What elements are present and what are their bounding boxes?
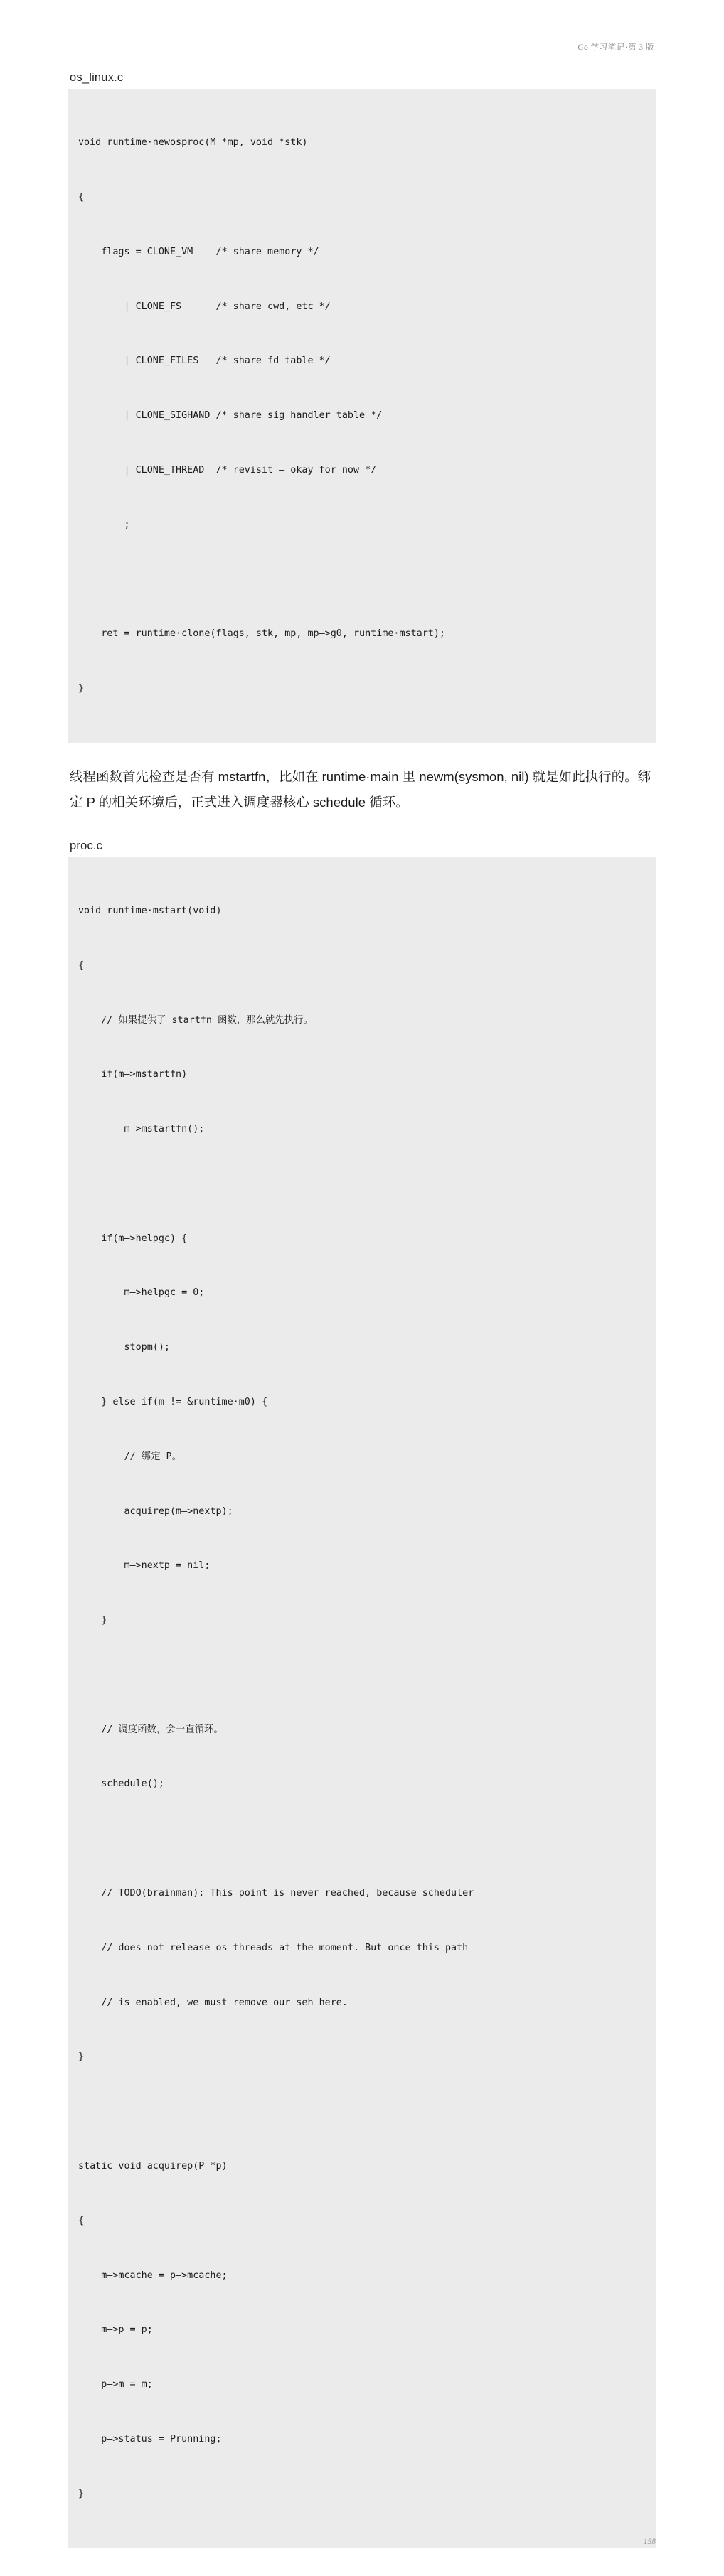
code-line: void runtime·newosproc(M *mp, void *stk) (78, 137, 308, 149)
code-line (68, 1175, 656, 1193)
code-line: // 如果提供了 startfn 函数，那么就先执行。 (78, 1014, 313, 1026)
code-line: // does not release os threads at the moment. But once this path (78, 1942, 469, 1953)
code-line: // is enabled, we must remove our seh here. (78, 1997, 348, 2008)
code-line (68, 1830, 656, 1848)
code-line: | CLONE_FS /* share cwd, etc */ (78, 301, 331, 312)
code-block-proc (68, 857, 656, 2548)
code-line: // 调度函数，会一直循环。 (78, 1724, 223, 1735)
code-line: flags = CLONE_VM /* share memory */ (78, 246, 319, 257)
code-line: void runtime·mstart(void) (78, 905, 222, 916)
code-line: } else if(m != &runtime·m0) { (78, 1397, 268, 1407)
code-line: static void acquirep(P *p) (78, 2160, 228, 2172)
code-line: m–>nextp = nil; (78, 1560, 211, 1572)
code-line: { (78, 960, 85, 971)
code-line: if(m–>helpgc) { (78, 1233, 188, 1244)
code-line: stopm(); (78, 1342, 170, 1353)
code-line: // 绑定 P。 (78, 1451, 181, 1462)
page-number: 158 (643, 2538, 656, 2547)
code-line: schedule(); (78, 1778, 164, 1790)
code-line (68, 570, 656, 589)
code-caption-os-linux: os_linux.c (70, 71, 124, 84)
code-caption-proc: proc.c (70, 839, 103, 852)
code-line: ; (78, 519, 130, 530)
code-line: m–>mcache = p–>mcache; (78, 2270, 228, 2281)
code-line: acquirep(m–>nextp); (78, 1506, 233, 1517)
code-line: | CLONE_THREAD /* revisit – okay for now */ (78, 464, 377, 476)
page-header (68, 41, 656, 53)
code-line: p–>status = Prunning; (78, 2433, 222, 2444)
code-line: ret = runtime·clone(flags, stk, mp, mp–>g0, runtime·mstart); (78, 628, 445, 640)
book-title: Go (577, 43, 589, 52)
code-line: } (78, 1615, 107, 1626)
code-line: } (78, 2488, 85, 2499)
code-block-os-linux (68, 89, 656, 743)
code-line: } (78, 683, 85, 694)
code-line: m–>p = p; (78, 2324, 153, 2336)
code-line: { (78, 2215, 85, 2226)
code-line (68, 1666, 656, 1685)
code-line: } (78, 2051, 85, 2063)
code-line: | CLONE_SIGHAND /* share sig handler table */ (78, 410, 383, 422)
code-line: m–>helpgc = 0; (78, 1287, 205, 1299)
code-line: { (78, 191, 85, 203)
code-line (68, 2103, 656, 2121)
body-paragraph: 线程函数首先检查是否有 mstartfn，比如在 runtime·main 里 newm(sysmon, nil) 就是如此执行的。绑定 P 的相关环境后，正式进入调度器核心 schedule 循环。 (70, 768, 651, 810)
code-line: m–>mstartfn(); (78, 1124, 205, 1135)
code-line: // TODO(brainman): This point is never reached, because scheduler (78, 1888, 474, 1899)
code-line: p–>m = m; (78, 2379, 153, 2390)
code-line: if(m–>mstartfn) (78, 1069, 188, 1080)
book-subtitle: 学习笔记·第 3 版 (590, 43, 654, 52)
code-line: | CLONE_FILES /* share fd table */ (78, 355, 331, 367)
